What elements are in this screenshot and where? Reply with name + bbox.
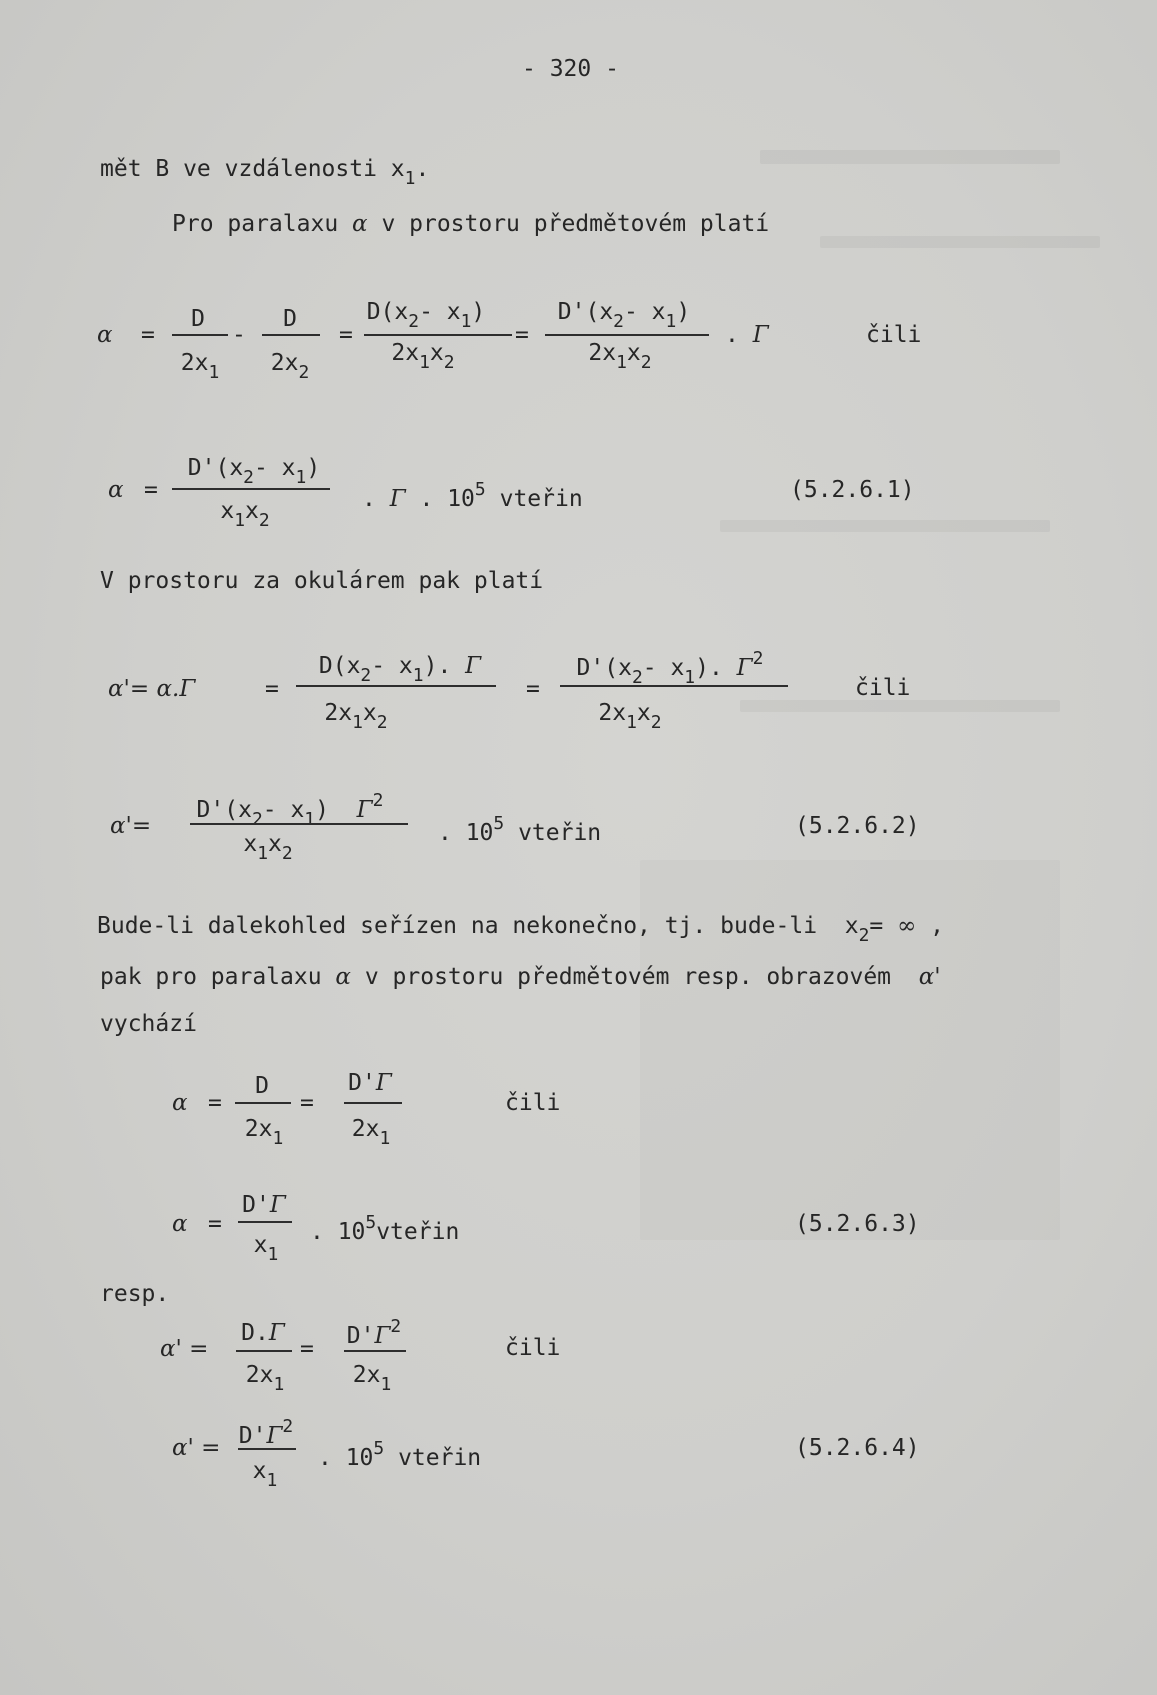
word-cili: čili: [855, 675, 911, 701]
word-cili: čili: [505, 1335, 561, 1361]
bleed-through: [740, 700, 1060, 712]
paragraph-line: vychází: [100, 1011, 197, 1037]
document-page: - 320 - mět B ve vzdálenosti $x_1$. Pro paralaxu α v prostoru předmětovém platí α = D $2x_1$ - D $2x_2$ = $D(x_2-$ $x_1$) $2x_1x_2$ = $D'(x_2-$ $x_1$) $2x_1x_2$ . Γ čili α = $D'(x_2-$ $x_1$) $x_1x_2$ . Γ . $10^5$ vteřin (5.2.6.1) V prostoru za okulárem pak platí α'= α.Γ = $D(x_2-$ $x_1$). Γ $2x_1x_2$ = $D'(x_2-$ $x_1$). $\Gamma^2$ $2x_1x_2$ čili α'= $D'(x_2-$ $x_1$) $\Gamma^2$ $x_1x_2$ . $10^5$ vteřin (5.2.6.2) Bude-li dalekohled seřízen na nekonečno, tj. bude-li $x_2=$ ∞ , pak pro paralaxu α v prostoru předmětovém resp. obrazovém α' vychází α = D $2x_1$ = D'Γ $2x_1$ čili α = D'Γ $x_1$ . $10^5vteřin$ (5.2.6.3) resp. α' = D.Γ $2x_1$ = $D'\Gamma^2$ $2x_1$ čili α' = $D'\Gamma^2$ $x_1$ . $10^5$ vteřin (5.2.6.4): [0, 0, 1157, 1695]
paragraph-line: Pro paralaxu α v prostoru předmětovém platí: [172, 211, 770, 237]
equation-label: (5.2.6.3): [795, 1211, 920, 1237]
bleed-through: [720, 520, 1050, 532]
paragraph-line: resp.: [100, 1281, 170, 1307]
paragraph-line: V prostoru za okulárem pak platí: [100, 568, 544, 594]
equation-label: (5.2.6.2): [795, 813, 920, 839]
paragraph-line: pak pro paralaxu α v prostoru předmětovém resp. obrazovém α': [100, 964, 941, 990]
word-cili: čili: [505, 1090, 561, 1116]
equation-label: (5.2.6.4): [795, 1435, 920, 1461]
bleed-through: [820, 236, 1100, 248]
bleed-through: [760, 150, 1060, 164]
paragraph-line: mět B ve vzdálenosti $x_1$.: [100, 156, 430, 190]
word-cili: čili: [866, 322, 922, 348]
paragraph-line: Bude-li dalekohled seřízen na nekonečno, tj. bude-li $x_2=$ ∞ ,: [97, 913, 944, 947]
page-number: - 320 -: [522, 56, 619, 82]
alpha-symbol: α: [352, 211, 368, 237]
equation-label: (5.2.6.1): [790, 477, 915, 503]
